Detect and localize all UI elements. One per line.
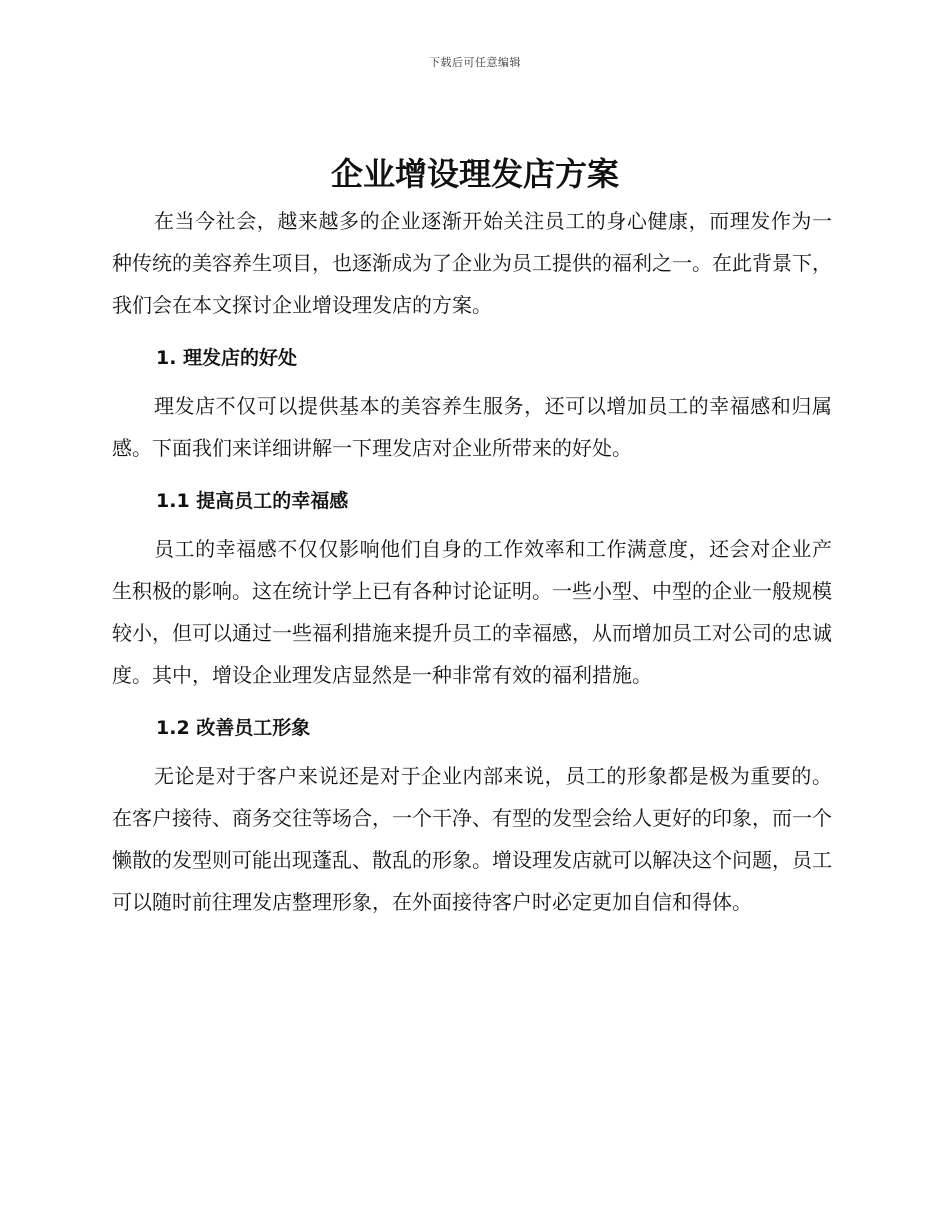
section-heading-benefits: 1. 理发店的好处 — [156, 347, 298, 369]
section-paragraph-image: 无论是对于客户来说还是对于企业内部来说，员工的形象都是极为重要的。在客户接待、商务交往等场合，一个干净、有型的发型会给人更好的印象，而一个懒散的发型则可能出现蓬乱、散乱的形象。增设理发店就可以解决这个问题，员工可以随时前往理发店整理形象，在外面接待客户时必定更加自信和得体。 — [112, 764, 832, 914]
intro-paragraph: 在当今社会，越来越多的企业逐渐开始关注员工的身心健康，而理发作为一种传统的美容养生项目，也逐渐成为了企业为员工提供的福利之一。在此背景下，我们会在本文探讨企业增设理发店的方案。 — [112, 209, 832, 317]
document-title: 企业增设理发店方案 — [330, 155, 619, 193]
section-heading-image: 1.2 改善员工形象 — [156, 717, 311, 739]
section-paragraph-benefits: 理发店不仅可以提供基本的美容养生服务，还可以增加员工的幸福感和归属感。下面我们来详细讲解一下理发店对企业所带来的好处。 — [112, 394, 832, 460]
section-paragraph-happiness: 员工的幸福感不仅仅影响他们自身的工作效率和工作满意度，还会对企业产生积极的影响。这在统计学上已有各种讨论证明。一些小型、中型的企业一般规模较小，但可以通过一些福利措施来提升员工的幸福感，从而增加员工对公司的忠诚度。其中，增设企业理发店显然是一种非常有效的福利措施。 — [112, 537, 832, 687]
document-body — [112, 200, 832, 923]
section-heading-happiness: 1.1 提高员工的幸福感 — [156, 490, 349, 512]
header-note: 下载后可任意编辑 — [429, 56, 521, 69]
